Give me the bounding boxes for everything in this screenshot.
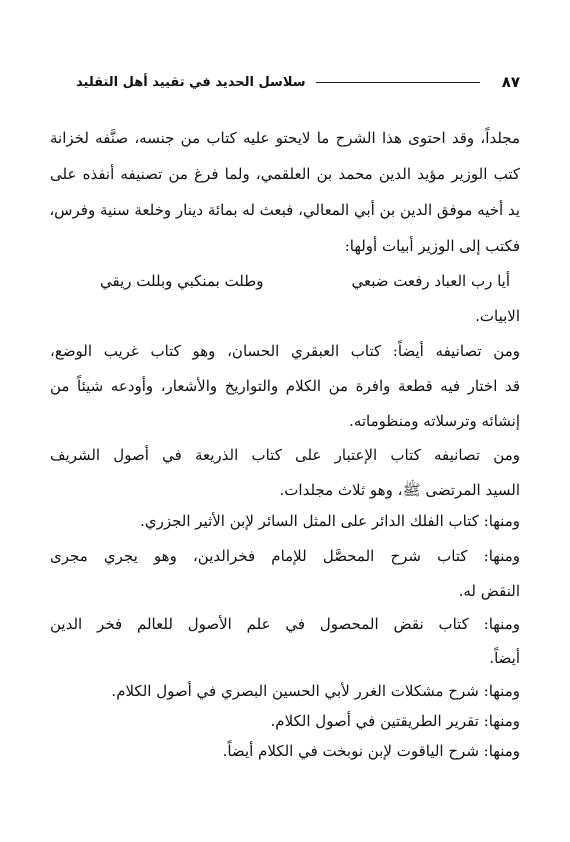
text-line: ومنها: شرح الياقوت لإبن نوبخت في الكلام أيضاً. [222, 742, 520, 760]
text-line: النقض له. [458, 582, 520, 600]
text-line: ومنها: شرح مشكلات الغرر لأبي الحسين البصري في أصول الكلام. [111, 682, 520, 700]
text-line: قد اختار فيه قطعة وافرة من الكلام والتواريخ والأشعار، وأودعه شيئاً من [50, 377, 520, 395]
poem-verse [100, 270, 510, 292]
text-line: ومنها: كتاب شرح المحصَّل للإمام فخرالدين، وهو يجري مجرى [50, 547, 520, 565]
poem-first-hemistich: أيا رب العباد رفعت ضبعي [351, 272, 510, 290]
text-line: ومن تصانيفه أيضاً: كتاب العبقري الحسان، وهو كتاب غريب الوضع، [50, 342, 520, 360]
text-line: إنشائه وترسلاته ومنظوماته. [349, 412, 520, 430]
text-line: فكتب إلى الوزير أبيات أولها: [344, 237, 520, 255]
text-line: كتب الوزير مؤيد الدين محمد بن العلقمي، ولما فرغ من تصنيفه أنفذه على [50, 165, 520, 183]
page-number: ٨٧ [501, 73, 520, 91]
running-title: سلاسل الحديد في تقييد أهل التقليد [76, 74, 306, 90]
text-line: ومنها: تقرير الطريقتين في أصول الكلام. [270, 712, 520, 730]
header-rule [316, 82, 481, 83]
text-line: السيد المرتضى ﷺ، وهو ثلاث مجلدات. [279, 481, 520, 499]
text-line: مجلداً، وقد احتوى هذا الشرح ما لايحتو عليه كتاب من جنسه، صنَّفه لخزانة [50, 129, 520, 147]
text-line: ومنها: كتاب نقض المحصول في علم الأصول للعالم فخر الدين [50, 615, 520, 633]
text-line: يد أخيه موفق الدين بن أبي المعالي، فبعث له بمائة دينار وخلعة سنية وفرس، [49, 201, 520, 219]
text-line: ومن تصانيفه كتاب الإعتبار على كتاب الذريعة في أصول الشريف [50, 446, 520, 464]
text-line: ومنها: كتاب الفلك الدائر على المثل السائر لإبن الأثير الجزري. [140, 512, 520, 530]
text-line: أيضاً. [489, 649, 520, 667]
running-header [76, 70, 520, 94]
text-line: الابيات. [475, 307, 520, 325]
poem-second-hemistich: وطلت بمنكبي وبللت ريقي [100, 272, 264, 290]
